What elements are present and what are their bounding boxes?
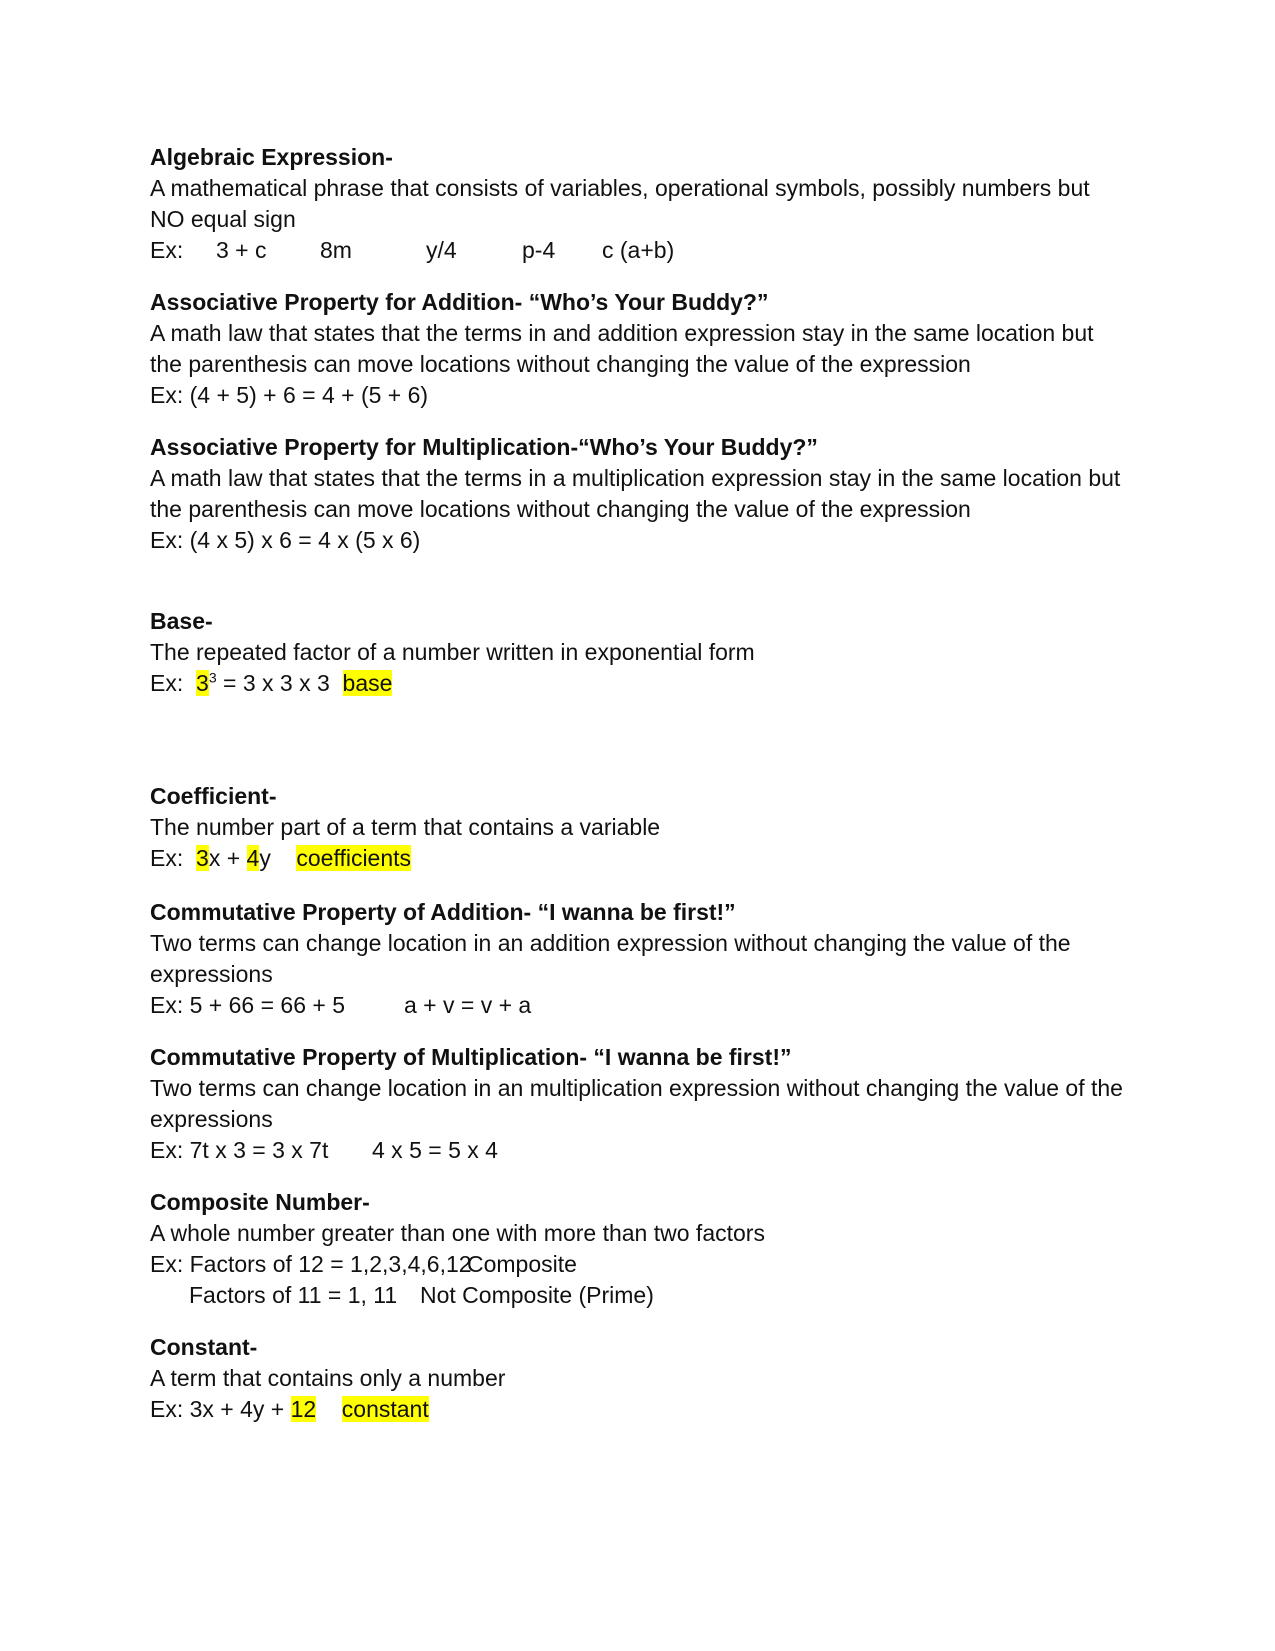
highlighted-label: constant [341,1396,429,1422]
term-definition: The number part of a term that contains a variable [150,814,661,840]
term-definition: Two terms can change location in an addition expression without changing the value of the expressions [150,930,1071,987]
term-associative-multiplication [150,432,1130,556]
term-example [150,990,1130,1021]
term-example: Ex: (4 x 5) x 6 = 4 x (5 x 6) [150,527,421,553]
example-item: p-4 [522,237,556,263]
term-definition: A math law that states that the terms in a multiplication expression stay in the same location but the parenthesis can move locations without changing the value of the expression [150,465,1121,522]
highlighted-coefficient: 4 [246,845,260,871]
term-commutative-addition [150,897,1130,1021]
example-item: Ex: 5 + 66 = 66 + 5 [150,992,346,1018]
term-example: Ex: (4 + 5) + 6 = 4 + (5 + 6) [150,382,429,408]
term-example [150,235,1130,266]
term-definition: A math law that states that the terms in and addition expression stay in the same location but the parenthesis can move locations without changing the value of the expression [150,320,1094,377]
term-title: Coefficient- [150,783,277,809]
term-title: Base- [150,608,213,634]
exponent: 3 [208,669,217,686]
example-text: Ex: 3x + 4y + [150,1396,285,1422]
term-algebraic-expression [150,142,1130,266]
term-title: Commutative Property of Multiplication- “I wanna be first!” [150,1044,792,1070]
example-item: 4 x 5 = 5 x 4 [372,1137,498,1163]
term-title: Composite Number- [150,1189,370,1215]
term-composite-number [150,1187,1130,1311]
term-title: Associative Property for Multiplication-“Who’s Your Buddy?” [150,434,818,460]
example-item: c (a+b) [602,237,675,263]
term-commutative-multiplication [150,1042,1130,1166]
example-label: Ex: [150,845,184,871]
term-example [150,1135,1130,1166]
term-title: Constant- [150,1334,258,1360]
term-definition: The repeated factor of a number written in exponential form [150,639,755,665]
example-expansion: = 3 x 3 x 3 [223,670,330,696]
term-title: Commutative Property of Addition- “I wanna be first!” [150,899,736,925]
term-title: Algebraic Expression- [150,144,393,170]
example-label: Ex: [150,237,184,263]
example-item: Ex: Factors of 12 = 1,2,3,4,6,12 [150,1251,472,1277]
example-label: Ex: [150,670,184,696]
example-item: 8m [320,237,352,263]
term-definition: A mathematical phrase that consists of variables, operational symbols, possibly numbers but NO equal sign [150,175,1090,232]
term-definition: A term that contains only a number [150,1365,506,1391]
term-coefficient [150,781,1130,874]
example-item: Not Composite (Prime) [420,1282,654,1308]
term-definition: Two terms can change location in an multiplication expression without changing the value of the expressions [150,1075,1123,1132]
example-item: Ex: 7t x 3 = 3 x 7t [150,1137,329,1163]
highlighted-number: 12 [290,1396,317,1422]
term-example [150,668,1130,699]
term-example [150,1249,1130,1280]
term-base [150,606,1130,699]
highlighted-label: base [342,670,393,696]
highlighted-base: 3 [196,670,209,696]
term-definition: A whole number greater than one with more than two factors [150,1220,765,1246]
example-variable: y [259,845,271,871]
example-variable: x + [208,845,241,871]
example-item: 3 + c [216,237,267,263]
example-item: Composite [467,1251,577,1277]
example-item: a + v = v + a [404,992,532,1018]
example-item: y/4 [426,237,457,263]
term-constant [150,1332,1130,1425]
highlighted-label: coefficients [296,845,412,871]
term-example [150,1280,1130,1311]
term-title: Associative Property for Addition- “Who’s Your Buddy?” [150,289,769,315]
term-example [150,843,1130,874]
term-example [150,1394,1130,1425]
term-associative-addition [150,287,1130,411]
example-item: Factors of 11 = 1, 11 [189,1282,398,1308]
highlighted-coefficient: 3 [196,845,209,871]
